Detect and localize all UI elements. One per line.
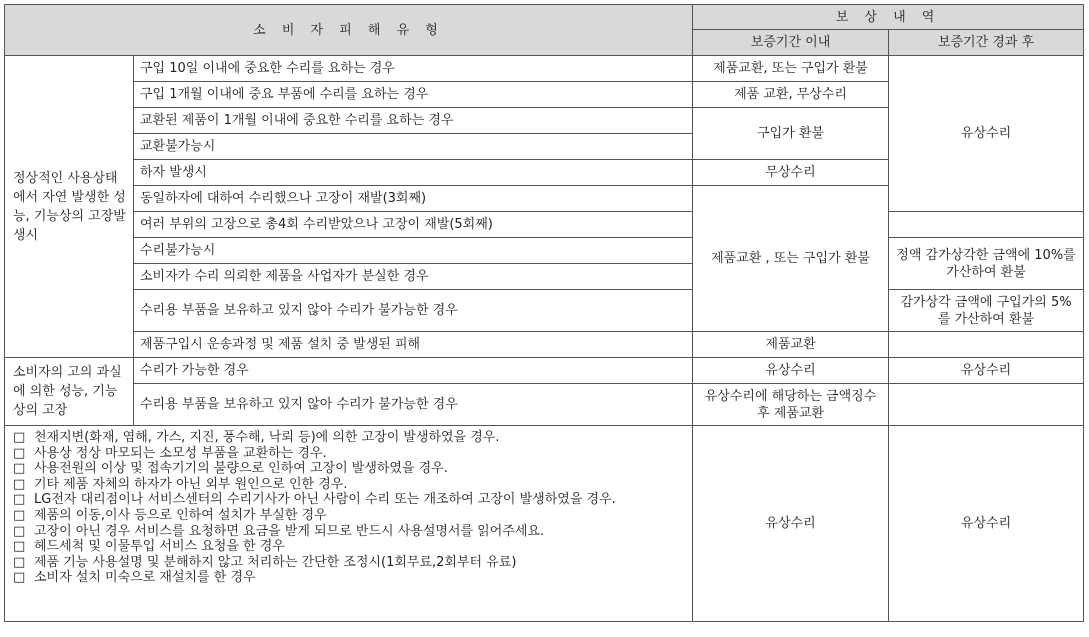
- note-item: □ 소비자 설치 미숙으로 재설치를 한 경우: [13, 570, 256, 586]
- warranty-compensation-table: [4, 4, 1084, 622]
- note-item: □ 제품의 이동,이사 등으로 인하여 설치가 부실한 경우: [13, 507, 327, 523]
- row-13-within: 유상수리에 해당하는 금액징수 후 제품교환: [693, 384, 889, 426]
- checkbox-bullet-icon: □: [13, 554, 26, 570]
- rows-1-6-after: 유상수리: [889, 56, 1084, 212]
- after-warranty-header: 보증기간 경과 후: [889, 30, 1084, 56]
- negligence-category: 소비자의 고의 과실에 의한 성능, 기능상의 고장: [5, 358, 134, 426]
- notes-after: 유상수리: [889, 426, 1084, 622]
- row-13-after: [889, 384, 1084, 426]
- row-10-after: 감가상각 금액에 구입가의 5%를 가산하여 환불: [889, 290, 1084, 332]
- note-item: □ 사용전원의 이상 및 접속기기의 불량으로 인하여 고장이 발생하였을 경우.: [13, 461, 448, 477]
- row-8-type: 수리불가능시: [134, 238, 693, 264]
- row-5-within: 무상수리: [693, 160, 889, 186]
- row-2-type: 구입 1개월 이내에 중요 부품에 수리를 요하는 경우: [134, 82, 693, 108]
- row-11-type: 제품구입시 운송과정 및 제품 설치 중 발생된 피해: [134, 332, 693, 358]
- row-12-after: 유상수리: [889, 358, 1084, 384]
- row-12-within: 유상수리: [693, 358, 889, 384]
- note-item: □ 제품 기능 사용설명 및 분해하지 않고 처리하는 간단한 조정시(1회무료,2회부터 유료): [13, 554, 517, 570]
- note-item: □ 기타 제품 자체의 하자가 아닌 외부 원인으로 인한 경우.: [13, 476, 348, 492]
- note-item: □ 천재지변(화재, 염해, 가스, 지진, 풍수해, 낙뢰 등)에 의한 고장이 발생하였을 경우.: [13, 430, 500, 445]
- row-13-type: 수리용 부품을 보유하고 있지 않아 수리가 불가능한 경우: [134, 384, 693, 426]
- compensation-header: 보 상 내 역: [693, 5, 1084, 30]
- note-item: □ 사용상 정상 마모되는 소모성 부품을 교환하는 경우.: [13, 445, 327, 461]
- rows-3-4-within: 구입가 환불: [693, 108, 889, 160]
- row-9-type: 소비자가 수리 의뢰한 제품을 사업자가 분실한 경우: [134, 264, 693, 290]
- checkbox-bullet-icon: □: [13, 492, 26, 508]
- row-5-type: 하자 발생시: [134, 160, 693, 186]
- damage-type-header: 소 비 자 피 해 유 형: [5, 5, 693, 56]
- row-4-type: 교환불가능시: [134, 134, 693, 160]
- checkbox-bullet-icon: □: [13, 430, 26, 445]
- checkbox-bullet-icon: □: [13, 476, 26, 492]
- note-item: □ LG전자 대리점이나 서비스센터의 수리기사가 아닌 사람이 수리 또는 개조하여 고장이 발생하였을 경우.: [13, 492, 616, 508]
- row-2-within: 제품 교환, 무상수리: [693, 82, 889, 108]
- row-6-type: 동일하자에 대하여 수리했으나 고장이 재발(3회째): [134, 186, 693, 212]
- row-1-within: 제품교환, 또는 구입가 환불: [693, 56, 889, 82]
- row-10-type: 수리용 부품을 보유하고 있지 않아 수리가 불가능한 경우: [134, 290, 693, 332]
- exclusion-notes: [5, 426, 693, 622]
- checkbox-bullet-icon: □: [13, 461, 26, 477]
- note-item: □ 고장이 아닌 경우 서비스를 요청하면 요금을 받게 되므로 반드시 사용설명서를 읽어주세요.: [13, 523, 545, 539]
- checkbox-bullet-icon: □: [13, 539, 26, 555]
- within-warranty-header: 보증기간 이내: [693, 30, 889, 56]
- warranty-compensation-table-wrapper: [4, 4, 1084, 622]
- note-item: □ 헤드세척 및 이물투입 서비스 요청을 한 경우: [13, 539, 285, 555]
- rows-6-10-within: 제품교환 , 또는 구입가 환불: [693, 186, 889, 332]
- row-1-type: 구입 10일 이내에 중요한 수리를 요하는 경우: [134, 56, 693, 82]
- row-3-type: 교환된 제품이 1개월 이내에 중요한 수리를 요하는 경우: [134, 108, 693, 134]
- checkbox-bullet-icon: □: [13, 507, 26, 523]
- checkbox-bullet-icon: □: [13, 445, 26, 461]
- row-11-after: [889, 332, 1084, 358]
- notes-within: 유상수리: [693, 426, 889, 622]
- row-11-within: 제품교환: [693, 332, 889, 358]
- rows-8-9-after: 정액 감가상각한 금액에 10%를 가산하여 환불: [889, 238, 1084, 290]
- row-7-type: 여러 부위의 고장으로 총4회 수리받았으나 고장이 재발(5회째): [134, 212, 693, 238]
- row-12-type: 수리가 가능한 경우: [134, 358, 693, 384]
- checkbox-bullet-icon: □: [13, 570, 26, 586]
- normal-use-category: 정상적인 사용상태에서 자연 발생한 성능, 기능상의 고장발생시: [5, 56, 134, 358]
- checkbox-bullet-icon: □: [13, 523, 26, 539]
- row-7-after: [889, 212, 1084, 238]
